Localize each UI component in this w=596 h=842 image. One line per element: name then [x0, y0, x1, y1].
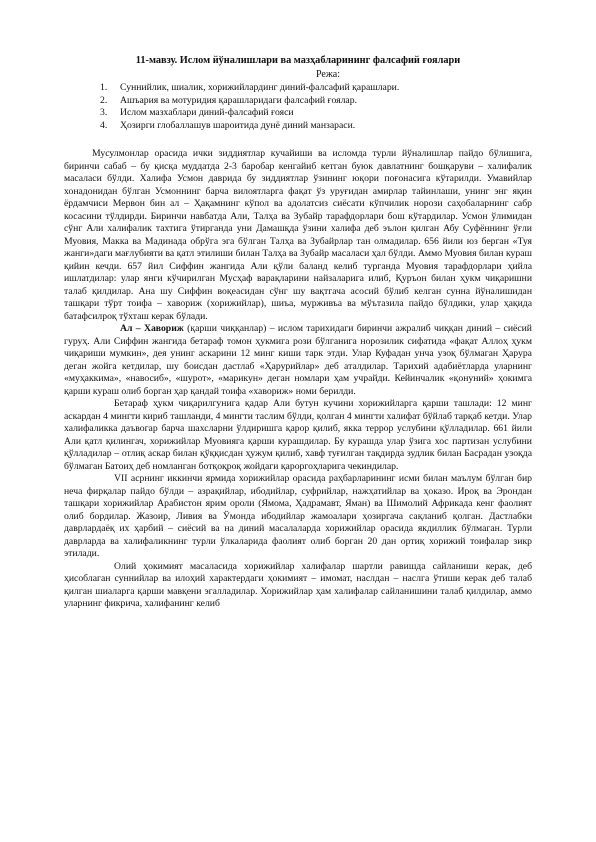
plan-item-number: 4.: [100, 119, 108, 131]
plan-item-text: Ислом мазхаблари диний-фалсафий ғояси: [120, 107, 294, 119]
paragraph: Мусулмонлар орасида ички зиддиятлар кучайиши ва исломда турли йўналишлар пайдо бўлишига, биринчи сабаб – бу қисқа муддатда 2-3 баробар кенгайиб кетган буюк давлатнинг бошқаруви – халифалик масаласи бўлди. Халифа Усмон даврида бу зиддиятлар ўзининг юқори поғонасига кўтарилди. Умавийлар хонадонидан бўлган Усмоннинг барча вилоятларга фақат ўз уруғидан амирлар тайинлаши, унинг энг яқин ёрдамчиси Мервон бин ал – Ҳақамнинг кўпол ва адолатсиз сиёсати кўпчилик норози саҳобаларнинг сабр косасини тўлдирди. Биринчи навбатда Али, Талҳа ва Зубайр тарафдорлари бош кўтардилар. Усмон ўлимидан сўнг Али халифалик тахтига ўтирганда уни Дамашқда ўзини халифа деб эълон қилган Абу Суфённинг ўғли Муовия, Макка ва Мадинада обрўга эга бўлган Талҳа ва Зубайрлар тан олмадилар. 656 йили юз берган «Туя жанги»даги мағлубияти ва қатл этилиши билан Талҳа ва Зубайр масаласи ҳал бўлди. Аммо Муовия билан кураш қийин кечди. 657 йил Сиффин жангида Али қўли баланд келиб турганда Муовия тарафдорлари ҳийла ишлатдилар: улар янги кўчирилган Мусҳаф варақларини найзаларига илиб, Қуръон билан ҳукм чиқаришни талаб қилдилар. Ана шу Сиффин воқеасидан сўнг шу вақтгача асосий бўлиб келган сунна йўналишидан ташқари тўрт тоифа – хавориж (хорижийлар), шиъа, мурживъа ва мўътазила пайдо бўлдики, улар ҳақида батафсилроқ тўхташ керак бўлади.: [64, 148, 532, 322]
plan-item-number: 1.: [100, 82, 108, 93]
paragraph-lead-term: Ал – Хавориж: [120, 323, 184, 334]
plan-item-text: Суннийлик, шиалик, хорижийлардинг диний-фалсафий қарашлари.: [120, 82, 400, 93]
plan-item-number: 2.: [100, 94, 108, 106]
plan-item-text: Ашъария ва мотуридия қарашларидаги фалсафий ғоялар.: [120, 94, 358, 106]
paragraph: Бетараф ҳукм чиқарилгунига қадар Али бутун кучини хорижийларга қарши ташлади: 12 минг аскардан 4 мингти кириб ташланди, 4 мингти таслим бўлди, қолган 4 мингти халифат бўйлаб тарқаб кетди. Улар халифаликка даъвогар барча шахсларни ўлдиришга қарор қилиб, якка террор услубини қўлладилар. 661 йили Али қатл қилингач, хорижийлар Муовияга қарши курашдилар. Бу курашда улар ўзига хос партизан услубини қўлладилар – отлиқ аскар билан қўққисдан ҳужум қилиб, хавф туғилган тақдирда зудлик билан Басрадан узоқда бўлмаган Батоиҳ деб номланган ботқоқроқ жойдаги қароргоҳларига чекиндилар.: [64, 398, 532, 472]
plan-item: [100, 82, 540, 95]
paragraph: [64, 323, 532, 398]
body-text: [64, 148, 532, 611]
paragraph: Олий ҳокимият масаласида хорижийлар халифалар шартли равишда сайланиши керак, деб ҳисоблаган суннийлар ва илоҳий характердаги ҳокимият – имомат, наслдан – наслга ўтиши керак деб талаб қилган шиаларга қарши мавқени эгалладилар. Хорижийлар ҳам халифалар сайланишини талаб қилдилар, аммо уларнинг фикрича, халифанинг келиб: [64, 560, 532, 609]
paragraph: VII асрнинг иккинчи ярмида хорижийлар орасида раҳбарларининг исми билан маълум бўлган бир неча фирқалар пайдо бўлди – азрақийлар, ибодийлар, суфрийлар, нажҳатийлар ва ҳоказо. Ироқ ва Эрондан ташқари хорижийлар Арабистон ярим ороли (Ямома, Ҳадрамавт, Яман) ва Шимолий Африкада кенг фаолият олиб бордилар. Жазоир, Ливия ва Ўмонда ибодийлар жамоалари ҳозиргача сақланиб қолган. Дастлабки даврлардаёқ их ҳарбий – сиёсий ва на диний масалаларда хорижийлар орасида якдиллик бўлмаган. Турли даврларда ва халифаликнинг турли ўлкаларида фаолият олиб борган 20 дан ортиқ хорижий тоифалар зикр этилади.: [64, 473, 532, 559]
paragraph-lead-rest: (қарши чиққанлар) – ислом тарихидаги биринчи ажралиб чиққан диний – сиёсий гуруҳ. Али Сиффин жангида бетараф томон ҳукмига рози бўлганига норозилик сифатида «фақат Аллоҳ ҳукм чиқариши мумкин», дея унинг аскарини 12 минг киши тарк этди. Улар Куфадан унча узоқ бўлмаган Ҳарура деган жойга кетдилар, шу боисдан дастлаб «Ҳарурийлар» деб аталдилар. Тарихий адабиётларда уларнинг «муҳаккима», «навосиб», «шурот», «марикун» деган номлари ҳам учрайди. Кейинчалик «қонуний» ҳокимга қарши кураш олиб борган ҳар қандай тоифа «хавориж» номи берилди.: [64, 323, 532, 397]
plan-item: [100, 107, 540, 120]
page-title: 11-мавзу. Ислом йўналишлари ва мазҳабларининг фалсафий ғоялари: [135, 55, 461, 66]
plan-label: Режа:: [316, 69, 340, 80]
plan-list: [100, 82, 540, 132]
plan-item-number: 3.: [100, 107, 108, 119]
plan-item-text: Ҳозирги глобаллашув шароитида дунё диний манзараси.: [120, 119, 356, 131]
plan-item: [100, 95, 540, 108]
plan-item: [100, 120, 540, 133]
